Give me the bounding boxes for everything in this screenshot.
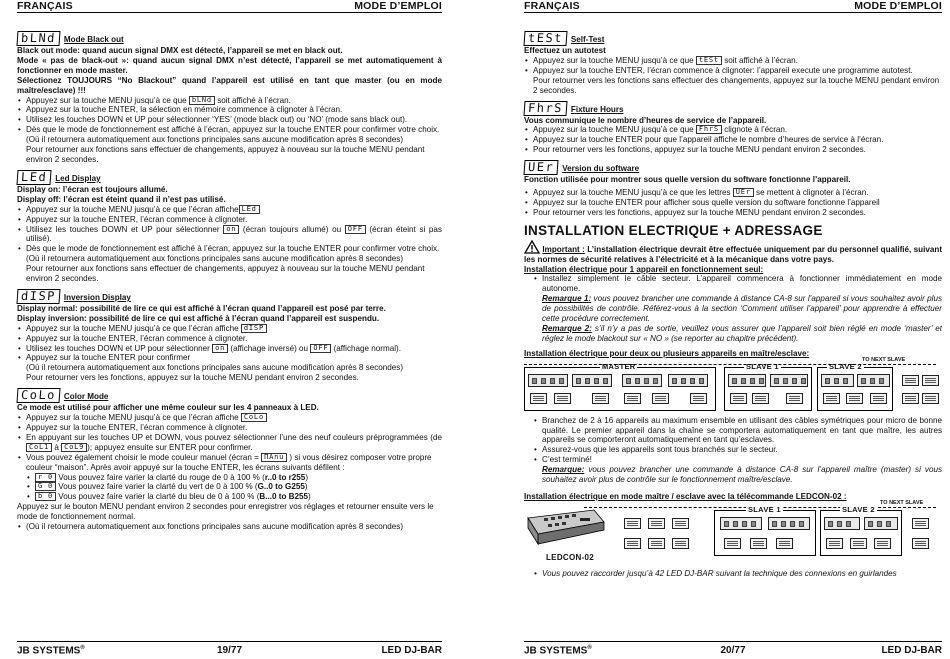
list-item: • Appuyez sur la touche MENU jusqu’à ce que bLNd soit affiché à l’écran. [17, 96, 442, 106]
paragraph: Appuyez sur le bouton MENU pendant environ 2 secondes pour enregistrer vos réglages et retourner ensuite vers le mode de fonctionnement normal. [17, 502, 434, 522]
section-header-color-mode [17, 388, 442, 403]
page-content [17, 28, 442, 532]
fixture-icon [864, 517, 898, 530]
subsection-title: Installation électrique en mode maître / esclave avec la télécommande LEDCON-02 : [524, 492, 847, 501]
page-footer [524, 641, 942, 657]
list-item: • Utilisez les touches DOWN et UP pour sélectionner ‘YES’ (mode black out) ou ‘NO’ (mode sans black out). [17, 115, 442, 125]
bullet-list [524, 56, 942, 76]
fixture-leg-icon [846, 393, 863, 404]
lcd-display-icon: dISP [16, 289, 60, 304]
subsection-title: Installation électrique pour 1 appareil en fonctionnement seul: [524, 264, 764, 274]
paragraph: Display off: l’écran est éteint quand il n’est pas utilisé. [17, 194, 226, 204]
paragraph: Display on: l’écran est toujours allumé. [17, 184, 168, 194]
section-header-led-display [17, 170, 442, 185]
list-item: • En appuyant sur les touches UP et DOWN, vous pouvez sélectionner l’une des neuf couleurs préprogrammées (de CoL1 à CoL9 ); appuyez ensuite sur ENTER pour confirmer. [17, 433, 442, 453]
section-header-self-test [524, 31, 942, 46]
list-item: • Vous pouvez raccorder jusqu’à 42 LED DJ-BAR suivant la technique des connexions en guirlandes [533, 569, 942, 579]
page-header [17, 0, 442, 13]
lcd-display-icon: CoLo [16, 388, 60, 403]
chapter-title: INSTALLATION ELECTRIQUE + ADRESSAGE [524, 222, 823, 238]
bullet-list [524, 416, 942, 466]
lcd-display-icon: CoL9 [61, 443, 87, 452]
fixture-leg-icon [648, 538, 665, 549]
fixture-leg-icon [690, 393, 707, 404]
section-header-software-version [524, 160, 942, 175]
list-item: • Appuyez sur la touche ENTER pour confirmer [17, 353, 442, 363]
fixture-leg-icon [912, 518, 929, 529]
list-item: • Dès que le mode de fonctionnement est affiché à l’écran, appuyez sur la touche ENTER pour confirmer votre choix. [17, 125, 442, 135]
bullet-list [17, 96, 442, 136]
footer-brand: JB SYSTEMS® [524, 645, 592, 657]
important-notice: Important : L’installation électrique devrait être effectuée uniquement par du personnel qualifié, suivant les normes de sécurité relatives à l’électricité et à la mécanique dans votre pays. [524, 240, 942, 265]
paragraph: Mode « pas de black-out »: quand aucun signal DMX n’est détecté, l’appareil se met automatiquement à fonctionner en mode master. [17, 55, 442, 75]
fixture-leg-icon [912, 538, 929, 549]
lcd-display-icon: tESt [696, 56, 722, 65]
fixture-icon [622, 374, 662, 387]
ledcon-label: LEDCON-02 [546, 552, 595, 562]
lcd-display-icon: LEd [239, 205, 260, 214]
list-item: • r 0 Vous pouvez faire varier la clarté du rouge de 0 à 100 % (r..0 to r255) [26, 473, 442, 483]
page-number: 20/77 [720, 645, 746, 656]
fixture-leg-icon [850, 538, 867, 549]
fixture-icon [572, 374, 612, 387]
fixture-icon [668, 374, 708, 387]
master-slave-diagram [524, 356, 942, 413]
lcd-display-icon: OFF [345, 225, 366, 234]
fixture-icon [728, 374, 766, 387]
subsection-title: Installation électrique pour deux ou plusieurs appareils en maître/esclave: [524, 348, 810, 358]
fixture-leg-icon [730, 393, 747, 404]
master-label: MASTER [602, 361, 636, 371]
fixture-leg-icon [750, 538, 767, 549]
list-item: • Appuyez sur la touche MENU jusqu’à ce que les lettres UEr se mettent à clignoter à l’écran. [524, 188, 942, 198]
footer-product: LED DJ-BAR [381, 645, 442, 656]
list-item: • Dès que le mode de fonctionnement est affiché à l’écran, appuyez sur la touche ENTER pour confirmer votre choix. [17, 244, 442, 254]
list-item: • Vous pouvez également choisir le mode couleur manuel (écran = ΠΑnu ) si vous désirez composer votre propre couleur “maison”. Après avoir appuyé sur la touche ENTER, les écrans suivants défilent : • r 0 Vous pouvez faire varier la clarté du rouge de 0 à 100 % (r..0 to r255) • G 0 Vous pouvez faire varier la clarté du vert de 0 à 100 % (G..0 to G255) • b 0 Vous pouvez faire varier la clarté du bleu de 0 à 100 % (B...0 to B255) [17, 453, 442, 503]
paragraph: Ce mode est utilisé pour afficher une même couleur sur les 4 panneaux à LED. [17, 403, 319, 413]
lcd-display-icon: UEr [523, 160, 558, 175]
fixture-leg-icon [776, 538, 793, 549]
fixture-leg-icon [672, 518, 689, 529]
page-header [524, 0, 942, 13]
list-item: • Appuyez sur la touche MENU jusqu’à ce que l’écran affiche LEd [17, 205, 442, 215]
fixture-leg-icon [823, 393, 840, 404]
fixture-icon [528, 374, 568, 387]
note: (Où il retournera automatiquement aux fonctions principales sans aucune modification après 8 secondes) [26, 363, 404, 373]
section-title: Inversion Display [63, 293, 131, 303]
page-number: 19/77 [216, 645, 243, 656]
list-item: • Appuyez sur la touche ENTER, l’écran commence à clignoter. [17, 215, 442, 225]
bullet-list [17, 522, 442, 532]
fixture-icon [720, 517, 762, 530]
note: Pour retourner aux fonctions sans effectuer de changements, appuyez à nouveau sur la touche MENU pendant environ 2 secondes. [26, 145, 425, 164]
lcd-display-icon: ΠΑnu [261, 453, 287, 462]
paragraph: Sélectionez TOUJOURS “No Blackout” quand l’appareil est utilisé en tant que master (ou en mode maître/esclave) !!! [17, 75, 442, 95]
header-title: MODE D’EMPLOI [854, 0, 942, 12]
fixture-leg-icon [724, 538, 741, 549]
fixture-leg-icon [592, 393, 609, 404]
to-next-slave-label: TO NEXT SLAVE [880, 499, 924, 506]
lcd-display-icon: dISP [241, 324, 267, 333]
section-title: Fixture Hours [570, 104, 624, 114]
paragraph: Vous communique le nombre d’heures de service de l’appareil. [524, 115, 767, 125]
lcd-display-icon: G 0 [35, 482, 56, 491]
fixture-icon [770, 374, 808, 387]
list-item: • Appuyez sur la touche MENU jusqu’à ce que tESt soit affiché à l’écran. [524, 56, 942, 66]
lcd-display-icon: CoLo [241, 413, 267, 422]
list-item: • Branchez de 2 à 16 appareils au maximum ensemble en utilisant des câbles symétriques pour micro de bonne qualité. Le premier appareil dans la chaîne se comportera automatiquement en tant que maître, les autres appareils se comporteront automatiquement en tant qu’esclaves. [533, 416, 942, 446]
fixture-leg-icon [648, 518, 665, 529]
ledcon-diagram [524, 499, 942, 566]
fixture-leg-icon [624, 538, 641, 549]
list-item: • G 0 Vous pouvez faire varier la clarté du vert de 0 à 100 % (G..0 to G255) [26, 482, 442, 492]
note: (Où il retournera automatiquement aux fonctions principales sans aucune modification après 8 secondes) [26, 135, 404, 145]
slave1-label: SLAVE 1 [746, 361, 779, 371]
lcd-display-icon: UEr [733, 188, 754, 197]
slave1-label: SLAVE 1 [748, 504, 781, 514]
fixture-leg-icon [672, 538, 689, 549]
fixture-icon [824, 517, 860, 530]
lcd-display-icon: bLNd [189, 96, 215, 105]
paragraph: Display normal: possibilité de lire ce qui est affiché à l’écran quand l’appareil est posé par terre. [17, 303, 386, 313]
fixture-leg-icon [870, 393, 887, 404]
list-item: • Utilisez les touches DOWN et UP pour sélectionner on (affichage inversé) ou OFF (affichage normal). [17, 344, 442, 354]
fixture-leg-icon [874, 538, 891, 549]
lcd-display-icon: LEd [16, 170, 51, 185]
list-item: • Appuyez sur la touche ENTER, l’écran commence à clignoter. [17, 334, 442, 344]
page-content [524, 28, 942, 579]
page-20 [524, 0, 942, 659]
bullet-list [524, 188, 942, 218]
fixture-leg-icon [624, 518, 641, 529]
bullet-list [17, 205, 442, 255]
list-item: • b 0 Vous pouvez faire varier la clarté du bleu de 0 à 100 % (B...0 to B255) [26, 492, 442, 502]
section-header-blackout [17, 31, 442, 46]
lcd-display-icon: b 0 [35, 492, 56, 501]
slave2-label: SLAVE 2 [842, 504, 875, 514]
lcd-display-icon: FhrS [523, 101, 567, 116]
list-item: • Pour retourner vers les fonctions, appuyez sur la touche MENU pendant environ 2 secondes. [524, 145, 942, 155]
list-item: • Appuyez sur la touche ENTER, l’écran commence à clignoter: l’appareil execute une programme autotest. [524, 66, 942, 76]
section-title: Self-Test [570, 35, 605, 45]
list-item: • Installez simplement le câble secteur. L’appareil commencera à fonctionner immédiatement en mode autonome. [533, 274, 942, 294]
list-item: • Utilisez les touches DOWN et UP pour sélectionner on (écran toujours allumé) ou OFF (écran éteint si pas utilisé). [17, 225, 442, 245]
fixture-icon [857, 374, 890, 387]
list-item: • Pour retourner vers les fonctions, appuyez sur la touche MENU pendant environ 2 secondes. [524, 208, 942, 218]
list-item: • Appuyez sur la touche MENU jusqu’à ce que l’écran affiche dISP [17, 324, 442, 334]
footer-brand: JB SYSTEMS® [17, 645, 85, 657]
paragraph: Effectuez un autotest [524, 46, 606, 55]
paragraph: Black out mode: quand aucun signal DMX est détecté, l’appareil se met en black out. [17, 46, 343, 55]
lcd-display-icon: tESt [523, 31, 567, 46]
fixture-leg-icon [902, 393, 919, 404]
remark: Remarque 2: s’il n’y a pas de sortie, veuillez vous assurer que l’appareil soit bien réglé en mode ‘master’ et réglez le mode blackout sur « NO » (se reporter au chapitre précédent). [542, 323, 943, 343]
section-title: Color Mode [63, 392, 109, 402]
fixture-leg-icon [922, 393, 939, 404]
fixture-leg-icon [826, 538, 843, 549]
fixture-leg-icon [786, 393, 803, 404]
note: Pour retourner vers les fonctions sans effectuer des changements, appuyez sur la touche MENU pendant environ 2 secondes. [533, 75, 940, 95]
sub-bullet-list [26, 473, 442, 503]
lcd-display-icon: OFF [310, 344, 331, 353]
section-title: Mode Black out [63, 35, 124, 45]
fixture-leg-icon [652, 393, 669, 404]
header-language: FRANÇAIS [524, 0, 580, 12]
section-title: Led Display [55, 173, 101, 183]
list-item: • Appuyez sur la touche ENTER, l’écran commence à clignoter. [17, 423, 442, 433]
list-item: • C’est terminé! [533, 455, 942, 465]
lcd-display-icon: on [212, 344, 228, 353]
fixture-leg-icon [554, 393, 571, 404]
lcd-display-icon: FhrS [696, 125, 722, 134]
list-item: • Appuyez sur la touche MENU jusqu’à ce que l’écran affiche CoLo [17, 413, 442, 423]
lcd-display-icon: CoL1 [26, 443, 52, 452]
bullet-list [17, 324, 442, 364]
list-item: • (Où il retournera automatiquement aux fonctions principales sans aucune modification après 8 secondes) [17, 522, 442, 532]
bullet-list [524, 125, 942, 155]
remark: Remarque: vous pouvez brancher une commande à distance CA-8 sur l’appareil maître (master) si vous souhaitez avoir plus de contrôle sur le fonctionnement maître/esclave. [542, 465, 942, 485]
fixture-leg-icon [922, 375, 939, 386]
remark: Remarque 1: vous pouvez brancher une commande à distance CA-8 sur l’appareil si vous souhaitez avoir plus de possibilités de contrôle. Référez-vous à la section ‘Comment utiliser l’appareil’ pour apprendre à effectuer cette procédure correctement. [542, 294, 943, 324]
list-item: • Appuyez sur la touche MENU jusqu’à ce que FhrS clignote à l’écran. [524, 125, 942, 135]
note: (Où il retournera automatiquement aux fonctions principales sans aucune modification après 8 secondes) [26, 254, 404, 264]
list-item: • Appuyez sur la touche ENTER pour afficher sous quelle version du software fonctionne l’appareil [524, 198, 942, 208]
list-item: • Assurez-vous que les appareils sont tous branchés sur le secteur. [533, 445, 942, 455]
bullet-list [524, 569, 942, 579]
header-language: FRANÇAIS [17, 0, 73, 12]
slave2-label: SLAVE 2 [829, 361, 862, 371]
note: Pour retourner vers les fonctions, appuyez sur la touche MENU pendant environ 2 secondes. [26, 373, 359, 383]
paragraph: Display inversion: possibilité de lire ce qui est affiché à l’écran quand l’appareil est suspendu. [17, 313, 380, 323]
bullet-list [17, 413, 442, 502]
page-19 [17, 0, 442, 659]
paragraph: Fonction utilisée pour montrer sous quelle version du software fonctionne l’appareil. [524, 175, 851, 185]
lcd-display-icon: r 0 [35, 473, 56, 482]
fixture-leg-icon [624, 393, 641, 404]
fixture-leg-icon [752, 393, 769, 404]
fixture-icon [821, 374, 854, 387]
fixture-leg-icon [902, 375, 919, 386]
ledcon-controller-icon [524, 504, 606, 550]
section-header-fixture-hours [524, 101, 942, 116]
page-footer [17, 641, 442, 657]
warning-icon [524, 240, 540, 254]
fixture-leg-icon [530, 393, 547, 404]
footer-product: LED DJ-BAR [881, 645, 942, 656]
fixture-icon [768, 517, 810, 530]
note: Pour retourner aux fonctions sans effectuer de changements, appuyez à nouveau sur la touche MENU pendant environ 2 secondes. [26, 264, 425, 284]
section-header-inversion-display [17, 289, 442, 304]
list-item: • Appuyez sur la touche ENTER pour que l’appareil affiche le nombre d’heures de service à l’écran. [524, 135, 942, 145]
lcd-display-icon: on [223, 225, 239, 234]
section-title: Version du software [562, 164, 640, 174]
header-title: MODE D’EMPLOI [354, 0, 442, 12]
lcd-display-icon: bLNd [16, 31, 60, 46]
bullet-list [524, 274, 942, 294]
list-item: • Appuyez sur la touche ENTER, la sélection en mémoire commence à clignoter à l’écran. [17, 105, 442, 115]
to-next-slave-label: TO NEXT SLAVE [862, 356, 906, 363]
